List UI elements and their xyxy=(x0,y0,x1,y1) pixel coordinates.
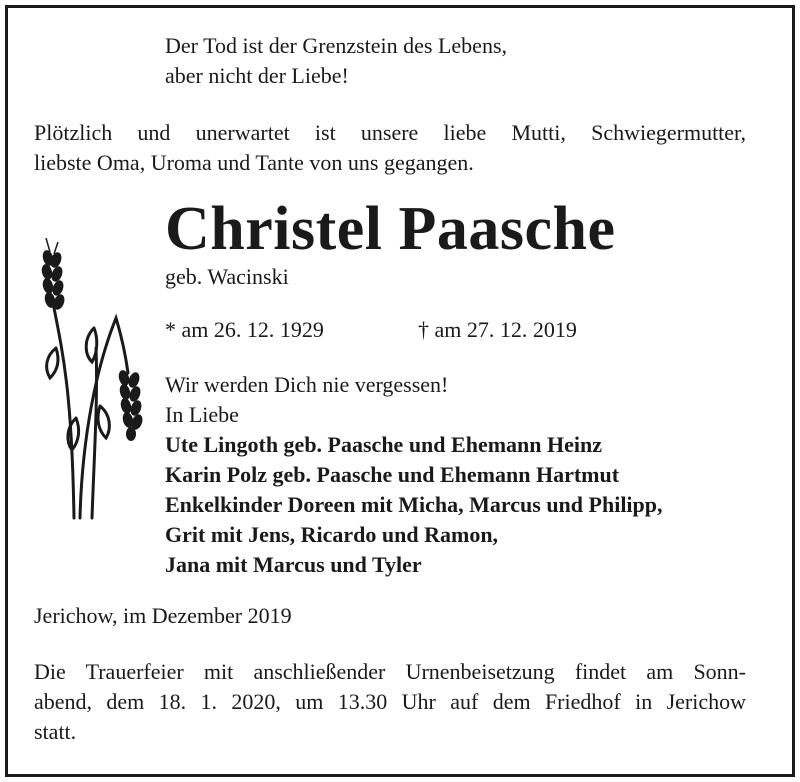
farewell-line: In Liebe xyxy=(165,402,239,427)
death-date: † am 27. 12. 2019 xyxy=(418,317,577,342)
intro-line: Plötzlich und unerwartet ist unsere liebe Mutti, Schwiegermutter, xyxy=(34,120,746,145)
intro-text xyxy=(34,118,746,178)
funeral-info xyxy=(34,657,746,747)
funeral-line: abend, dem 18. 1. 2020, um 13.30 Uhr auf dem Friedhof in Jerichow xyxy=(34,689,746,714)
mourner-line: Karin Polz geb. Paasche und Ehemann Hartmut xyxy=(165,462,620,487)
mourner-line: Grit mit Jens, Ricardo und Ramon, xyxy=(165,522,499,547)
birth-date: * am 26. 12. 1929 xyxy=(165,317,324,342)
wheat-icon xyxy=(36,238,156,523)
intro-line: liebste Oma, Uroma und Tante von uns gegangen. xyxy=(34,150,474,175)
mourners-block xyxy=(165,370,663,580)
birth-name: geb. Wacinski xyxy=(165,264,289,289)
funeral-line: statt. xyxy=(34,719,77,744)
motto-line: aber nicht der Liebe! xyxy=(165,63,349,88)
motto-line: Der Tod ist der Grenzstein des Lebens, xyxy=(165,33,508,58)
mourner-line: Enkelkinder Doreen mit Micha, Marcus und Philipp, xyxy=(165,492,663,517)
place-date: Jerichow, im Dezember 2019 xyxy=(34,603,292,628)
deceased-name: Christel Paasche xyxy=(165,195,616,263)
mourner-line: Jana mit Marcus und Tyler xyxy=(165,552,422,577)
funeral-line: Die Trauerfeier mit anschließender Urnenbeisetzung findet am Sonn- xyxy=(34,659,746,684)
farewell-line: Wir werden Dich nie vergessen! xyxy=(165,372,449,397)
mourner-line: Ute Lingoth geb. Paasche und Ehemann Heinz xyxy=(165,432,602,457)
motto xyxy=(165,31,507,91)
